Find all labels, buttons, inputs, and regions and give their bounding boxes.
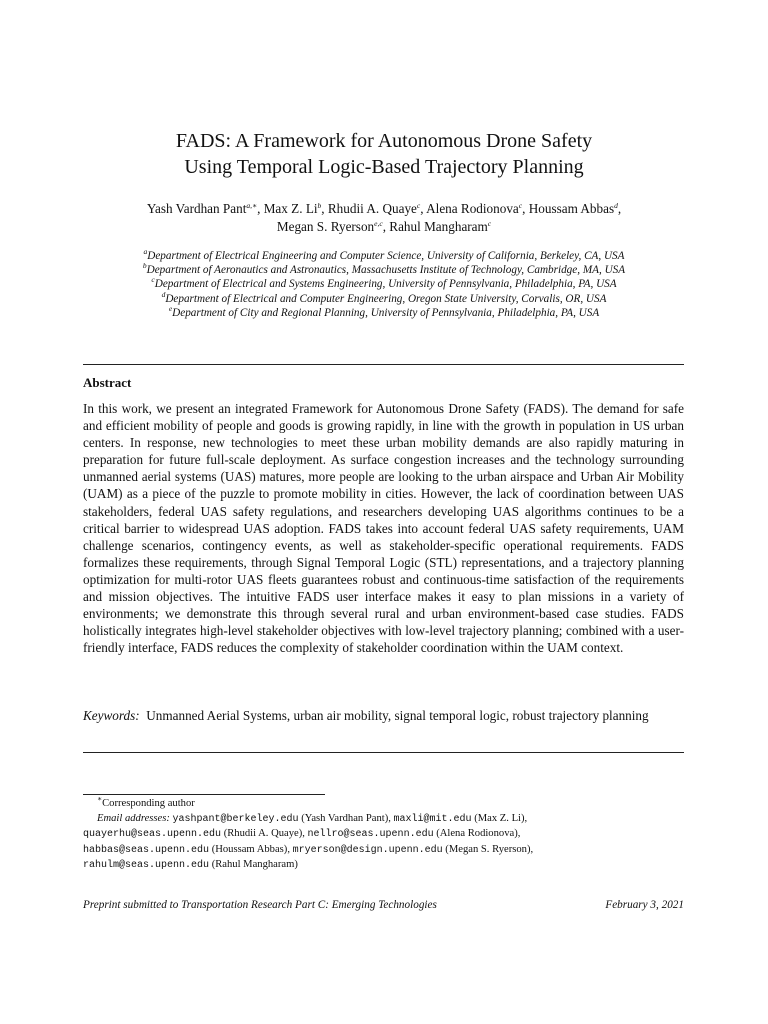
email-sep: , xyxy=(302,828,308,840)
affiliation-item xyxy=(60,289,708,306)
affiliation-mark: a xyxy=(143,247,148,256)
affiliation-item xyxy=(60,249,708,263)
email-link[interactable]: yashpant@berkeley.edu xyxy=(172,813,299,825)
author-name: Houssam Abbas xyxy=(528,201,615,216)
email-owner: (Yash Vardhan Pant) xyxy=(301,812,389,824)
corresponding-mark: ∗ xyxy=(97,794,103,803)
author-name: Rahul Mangharam xyxy=(389,219,488,234)
author-name: Rhudii A. Quaye xyxy=(327,201,417,216)
author-sep: , xyxy=(321,201,328,216)
abstract-heading: Abstract xyxy=(83,375,132,390)
email-sep: , xyxy=(530,843,534,855)
email-owner: (Rahul Mangharam) xyxy=(211,859,298,871)
affiliation-mark: e xyxy=(168,303,173,313)
author-affil-mark: b xyxy=(317,201,322,210)
footnotes xyxy=(83,794,684,874)
author-name: Alena Rodionova xyxy=(426,201,519,216)
affiliation-mark: d xyxy=(161,289,166,299)
author-sep: , xyxy=(420,201,427,216)
affiliation-mark: c xyxy=(151,275,155,285)
preprint-note: Preprint submitted to Transportation Research Part C: Emerging Technologies xyxy=(83,899,437,911)
affiliation-text: Department of Electrical Engineering and Computer Science, University of California, Berkeley, CA, USA xyxy=(147,250,625,262)
author-sep: , xyxy=(617,201,622,216)
affiliation-list xyxy=(60,249,708,320)
affiliation-item xyxy=(60,277,708,291)
corresponding-text: Corresponding author xyxy=(102,798,195,809)
author-affil-mark: c xyxy=(416,201,421,210)
title-line-1: FADS: A Framework for Autonomous Drone Safety xyxy=(175,130,593,152)
author-sep: , xyxy=(522,201,529,216)
paper-title xyxy=(0,128,768,180)
email-sep: , xyxy=(287,843,293,855)
keywords-text: Unmanned Aerial Systems, urban air mobility, signal temporal logic, robust trajectory planning xyxy=(146,708,649,723)
author-affil-mark: e,c xyxy=(374,219,383,228)
affiliation-text: Department of City and Regional Planning, University of Pennsylvania, Philadelphia, PA, USA xyxy=(172,306,600,319)
email-link[interactable]: nellro@seas.upenn.edu xyxy=(307,829,434,841)
abstract-body: In this work, we present an integrated Framework for Autonomous Drone Safety (FADS). The demand for safe and efficient mobility of people and goods is growing rapidly, in line with the growth in population in US urban centers. In response, new technologies to meet these urban mobility demands are also rapidly maturing in preparation for future full-scale deployment. As surface congestion increases and the technology surrounding unmanned aerial systems (UAS) matures, more people are looking to the urban airspace and Urban Air Mobility (UAM) as a piece of the puzzle to promote mobility in cities. However, the lack of coordination between UAS stakeholders, federal UAS safety regulations, and researchers developing UAS algorithms continues to be a critical barrier to widespread UAS adoption. FADS takes into account federal UAS safety requirements, UAM challenge scenarios, contingency events, as well as stakeholder-specific operational requirements. FADS formalizes these requirements, through Signal Temporal Logic (STL) representations, and a trajectory planning optimization for multi-rotor UAS fleets guarantees robust and continuous-time satisfaction of the requirements and mission objectives. The intuitive FADS user interface makes it easy to plan missions in a variety of environments; we demonstrate this through several rural and urban environment-based case studies. FADS holistically integrates high-level stakeholder objectives with low-level trajectory planning; combined with a user-friendly interface, FADS reduces the complexity of stakeholder coordination within the UAM context. xyxy=(83,401,684,656)
email-link[interactable]: mryerson@design.upenn.edu xyxy=(292,844,443,856)
author-sep: , xyxy=(382,219,390,234)
email-owner: (Max Z. Li) xyxy=(474,812,525,824)
author-affil-mark: c xyxy=(487,219,492,228)
author-affil-mark: a,∗ xyxy=(246,201,258,210)
email-link[interactable]: maxli@mit.edu xyxy=(393,813,472,825)
preprint-date: February 3, 2021 xyxy=(605,899,684,911)
abstract-bottom-rule xyxy=(83,752,684,753)
author-name: Yash Vardhan Pant xyxy=(146,201,247,216)
footnote-rule xyxy=(83,794,325,795)
email-owner: (Rhudii A. Quaye) xyxy=(223,828,303,840)
author-line-2 xyxy=(60,218,708,236)
email-list xyxy=(83,812,684,874)
affiliation-text: Department of Electrical and Computer Engineering, Oregon State University, Corvalis, OR, USA xyxy=(165,292,607,305)
author-sep: , xyxy=(257,201,264,216)
affiliation-item xyxy=(60,263,708,277)
affiliation-text: Department of Electrical and Systems Engineering, University of Pennsylvania, Philadelphia, PA, USA xyxy=(154,278,617,291)
author-name: Max Z. Li xyxy=(263,201,318,216)
email-link[interactable]: rahulm@seas.upenn.edu xyxy=(83,860,210,872)
author-affil-mark: c xyxy=(518,201,523,210)
abstract-top-rule xyxy=(83,364,684,365)
email-sep: , xyxy=(524,812,528,824)
corresponding-note xyxy=(83,794,684,812)
keywords-label: Keywords: xyxy=(83,708,140,723)
email-link[interactable]: habbas@seas.upenn.edu xyxy=(83,844,210,856)
title-line-2: Using Temporal Logic-Based Trajectory Planning xyxy=(184,156,584,178)
email-link[interactable]: quayerhu@seas.upenn.edu xyxy=(83,829,222,841)
author-list xyxy=(60,200,708,236)
keywords xyxy=(83,707,684,724)
author-line-1 xyxy=(60,200,708,218)
email-sep: , xyxy=(388,812,394,824)
email-label: Email addresses: xyxy=(97,812,170,824)
email-sep: , xyxy=(517,828,521,840)
affiliation-mark: b xyxy=(142,261,147,271)
email-owner: (Alena Rodionova) xyxy=(436,828,518,840)
affiliation-text: Department of Aeronautics and Astronautics, Massachusetts Institute of Technology, Cambridge, MA, USA xyxy=(146,264,626,277)
author-name: Megan S. Ryerson xyxy=(276,219,375,234)
author-affil-mark: d xyxy=(614,201,618,210)
email-owner: (Houssam Abbas) xyxy=(211,843,288,855)
email-owner: (Megan S. Ryerson) xyxy=(445,843,531,855)
affiliation-item xyxy=(60,303,708,320)
